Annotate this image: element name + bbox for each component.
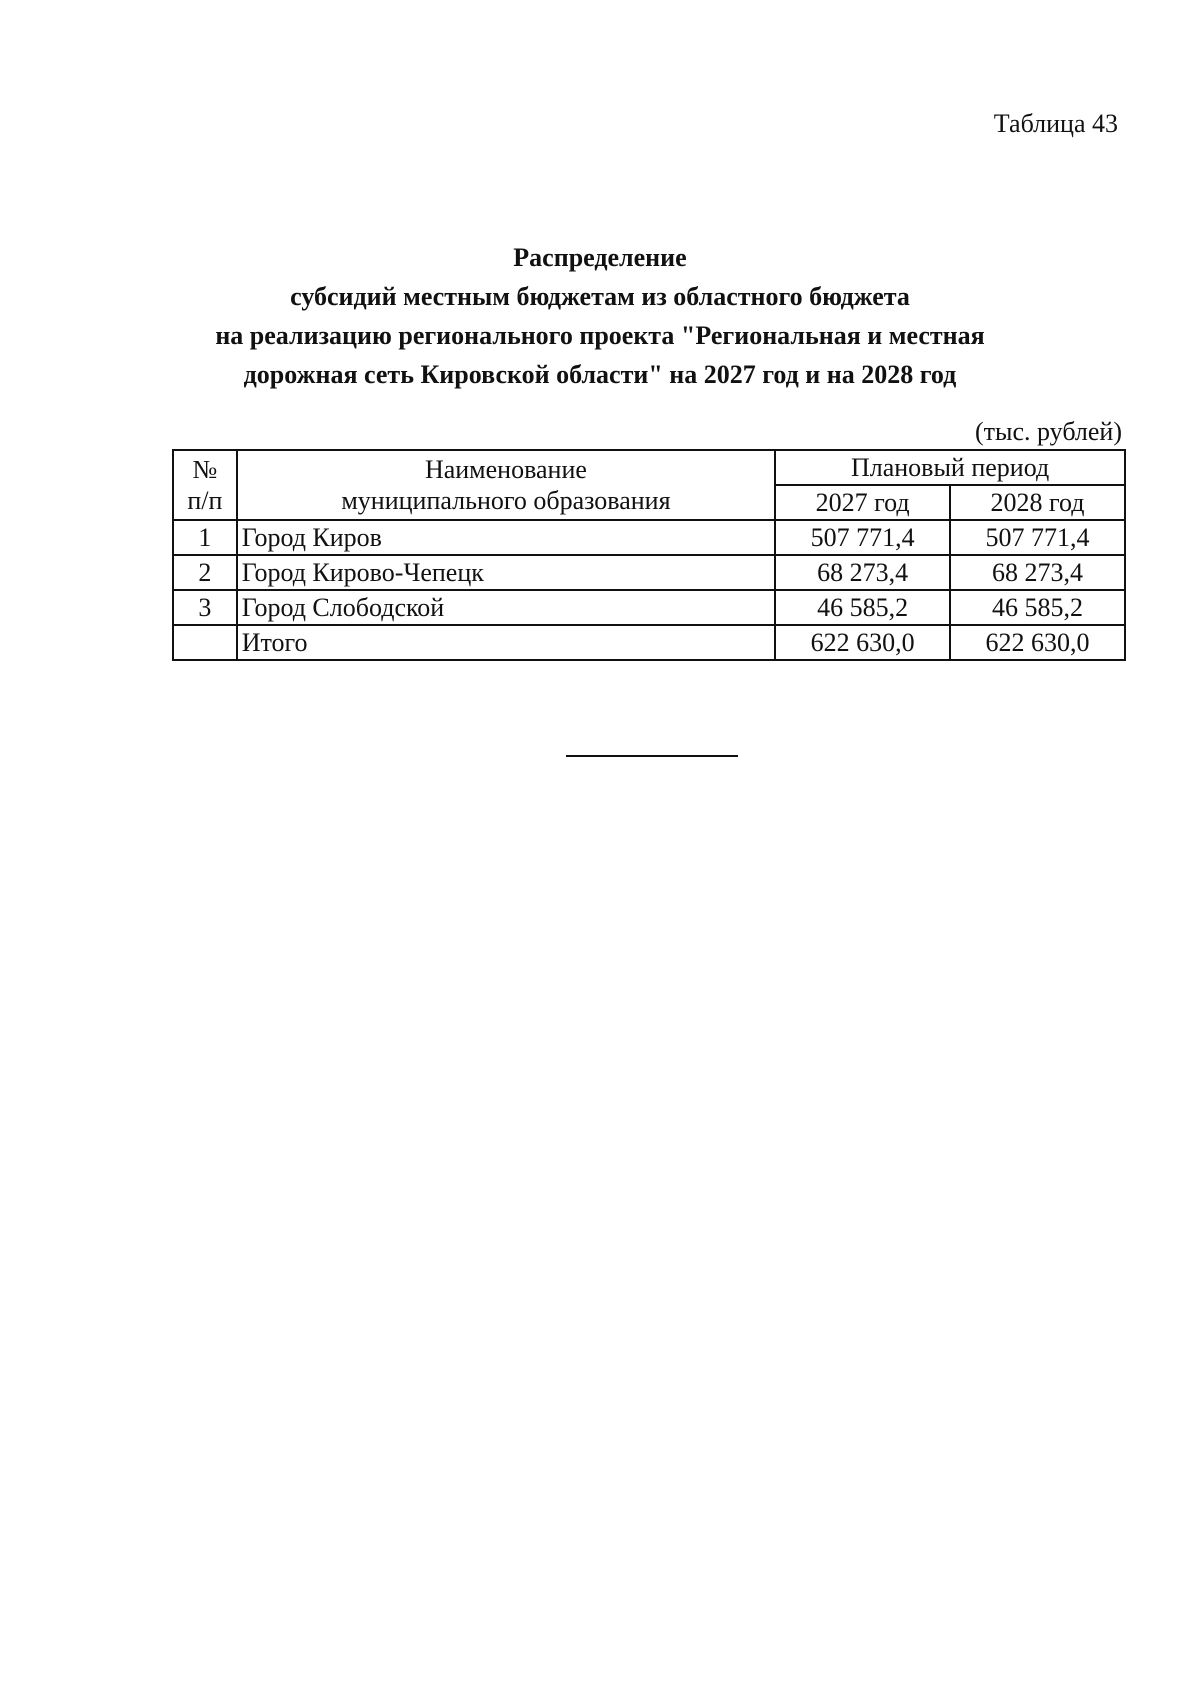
header-planned-period: Плановый период xyxy=(775,450,1125,485)
total-number xyxy=(173,625,237,660)
table-total-row xyxy=(173,625,1125,660)
header-municipality-line2: муниципального образования xyxy=(341,486,671,515)
title-line: на реализацию регионального проекта "Региональная и местная xyxy=(215,321,985,350)
header-number-abbr: п/п xyxy=(187,486,223,515)
row-value-2028: 68 273,4 xyxy=(950,555,1125,590)
table-row xyxy=(173,555,1125,590)
header-year-2028: 2028 год xyxy=(950,485,1125,520)
row-value-2028: 507 771,4 xyxy=(950,520,1125,555)
table-header-row xyxy=(173,450,1125,485)
row-municipality: Город Киров xyxy=(237,520,775,555)
subsidy-table xyxy=(172,449,1126,661)
title-line: дорожная сеть Кировской области" на 2027 год и на 2028 год xyxy=(243,360,957,389)
table-row xyxy=(173,520,1125,555)
total-label: Итого xyxy=(237,625,775,660)
title-line: субсидий местным бюджетам из областного бюджета xyxy=(290,282,910,311)
end-divider xyxy=(566,755,738,757)
row-number: 3 xyxy=(173,590,237,625)
row-value-2027: 507 771,4 xyxy=(775,520,950,555)
table-number: Таблица 43 xyxy=(993,109,1118,138)
total-value-2027: 622 630,0 xyxy=(775,625,950,660)
header-municipality xyxy=(237,450,775,520)
row-value-2028: 46 585,2 xyxy=(950,590,1125,625)
header-number-symbol: № xyxy=(192,454,218,484)
row-municipality: Город Кирово-Чепецк xyxy=(237,555,775,590)
table-row xyxy=(173,590,1125,625)
row-value-2027: 46 585,2 xyxy=(775,590,950,625)
header-number xyxy=(173,450,237,520)
title-line: Распределение xyxy=(513,243,687,272)
document-title xyxy=(0,238,1200,394)
row-number: 2 xyxy=(173,555,237,590)
header-municipality-line1: Наименование xyxy=(424,454,587,484)
row-municipality: Город Слободской xyxy=(237,590,775,625)
units-label: (тыс. рублей) xyxy=(974,417,1122,446)
row-value-2027: 68 273,4 xyxy=(775,555,950,590)
header-year-2027: 2027 год xyxy=(775,485,950,520)
total-value-2028: 622 630,0 xyxy=(950,625,1125,660)
row-number: 1 xyxy=(173,520,237,555)
